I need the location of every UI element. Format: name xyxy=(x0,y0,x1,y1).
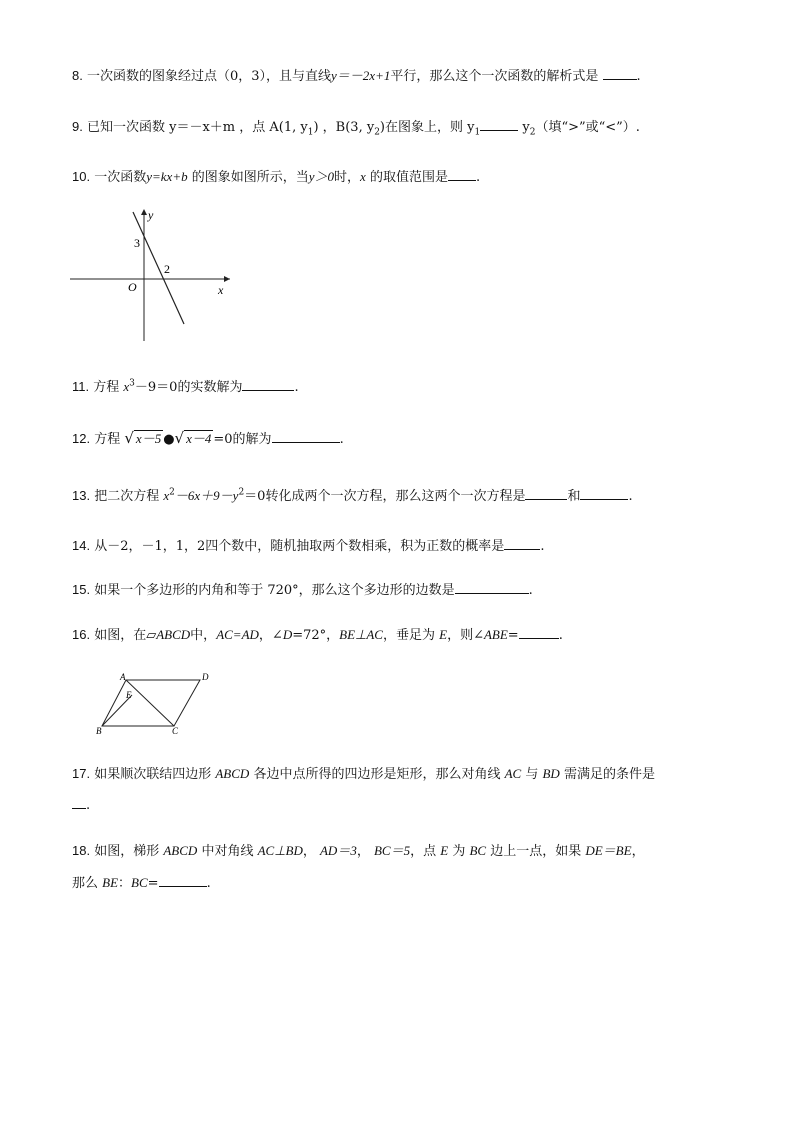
answer-blank[interactable] xyxy=(159,873,207,887)
question-number: 12. xyxy=(72,431,91,446)
question-text: ，点 xyxy=(410,844,441,859)
question-13 xyxy=(72,486,633,506)
answer-blank-1[interactable] xyxy=(525,486,567,500)
formula: y=kx+b xyxy=(146,169,188,184)
question-18 xyxy=(72,842,645,861)
variable: E xyxy=(439,627,448,642)
question-text: ) ，B(3, y xyxy=(313,120,375,135)
question-number: 17. xyxy=(72,766,91,781)
radicand: x－4 xyxy=(186,431,212,446)
question-text: 各边中点所得的四边形是矩形，那么对角线 xyxy=(249,767,505,782)
question-text: －9＝0的实数解为 xyxy=(134,380,243,395)
parallelogram-figure xyxy=(92,670,214,740)
question-text: 转化成两个一次方程，那么这两个一次方程是 xyxy=(265,489,526,504)
question-number: 9. xyxy=(72,119,83,134)
variable: x xyxy=(163,488,170,503)
radicand: x－5 xyxy=(135,431,162,446)
question-text: =0的解为 xyxy=(213,432,272,447)
question-text: 时， xyxy=(334,170,361,185)
question-text: 的图象如图所示，当 xyxy=(187,170,309,185)
variable: AC xyxy=(504,766,522,781)
variable: ABCD xyxy=(215,766,250,781)
question-text: =72°， xyxy=(292,628,340,643)
question-text: 如果顺次联结四边形 xyxy=(94,767,216,782)
question-text: ， xyxy=(302,844,320,859)
variable: ABCD xyxy=(156,627,191,642)
question-text: = xyxy=(507,628,519,643)
y-axis-arrow xyxy=(141,209,147,215)
vertex-c-label: C xyxy=(172,726,179,736)
answer-blank[interactable] xyxy=(242,377,294,391)
formula: BE⊥AC xyxy=(339,627,383,642)
parallelogram-abcd xyxy=(102,680,200,726)
variable: BC xyxy=(131,875,148,890)
answer-blank[interactable] xyxy=(504,536,540,550)
period: . xyxy=(206,876,211,891)
question-text: （填“>”或“<”）. xyxy=(535,120,640,135)
answer-blank[interactable] xyxy=(603,66,637,80)
question-text: y xyxy=(518,120,530,135)
question-text: 为 xyxy=(448,844,470,859)
question-number: 15. xyxy=(72,582,91,597)
answer-blank[interactable] xyxy=(480,117,518,131)
question-text: ，则∠ xyxy=(447,628,484,643)
question-text: 需满足的条件是 xyxy=(559,767,655,782)
question-text: 把二次方程 xyxy=(94,489,164,504)
square-root-1: √ x－5 xyxy=(124,429,162,447)
period: . xyxy=(294,380,299,395)
subscript: 2 xyxy=(529,127,536,138)
period: . xyxy=(86,798,91,813)
x-axis-label: x xyxy=(218,283,224,297)
variable: E xyxy=(440,843,449,858)
subscript: 1 xyxy=(307,127,314,138)
formula: AC⊥BD xyxy=(257,843,303,858)
question-text: )在图象上，则 y xyxy=(379,120,475,135)
question-number: 13. xyxy=(72,488,91,503)
y-axis-label: y xyxy=(148,208,154,222)
subscript: 2 xyxy=(374,127,380,138)
question-text: ， xyxy=(631,844,645,859)
vertex-b-label: B xyxy=(96,726,102,736)
question-text: 方程 xyxy=(93,380,124,395)
question-text: 边上一点，如果 xyxy=(486,844,586,859)
equation-part: －6x＋9－ xyxy=(174,488,233,503)
question-text: 中对角线 xyxy=(197,844,258,859)
x-intercept-label: 2 xyxy=(164,262,170,276)
vertex-a-label: A xyxy=(120,672,126,682)
period: . xyxy=(339,432,344,447)
question-16 xyxy=(72,625,563,645)
question-18-line-2 xyxy=(72,873,211,893)
answer-blank[interactable] xyxy=(72,795,86,809)
subscript: 1 xyxy=(474,127,481,138)
period: . xyxy=(540,539,545,554)
function-line xyxy=(133,212,184,324)
question-text: 如果一个多边形的内角和等于 720°，那么这个多边形的边数是 xyxy=(94,583,455,598)
exponent: 2 xyxy=(169,487,175,498)
variable: x xyxy=(123,379,130,394)
question-text: 方程 xyxy=(94,432,125,447)
question-text: ， xyxy=(356,844,374,859)
answer-blank[interactable] xyxy=(448,167,476,181)
origin-label: O xyxy=(128,280,137,294)
linear-function-graph xyxy=(66,205,236,345)
question-text: ，垂足为 xyxy=(382,628,440,643)
question-15 xyxy=(72,580,533,600)
question-text: 平行，那么这个一次函数的解析式是 xyxy=(390,69,603,84)
y-intercept-label: 3 xyxy=(134,236,140,250)
question-10 xyxy=(72,167,480,187)
question-number: 18. xyxy=(72,843,91,858)
question-17-line-2 xyxy=(72,795,90,815)
question-number: 11. xyxy=(72,379,90,394)
period: . xyxy=(636,69,641,84)
period: . xyxy=(558,628,563,643)
exponent: 3 xyxy=(129,378,135,389)
question-text: 与 xyxy=(521,767,543,782)
question-text: = xyxy=(147,876,159,891)
period: . xyxy=(475,170,481,185)
formula: DE＝BE xyxy=(585,843,632,858)
question-12 xyxy=(72,429,344,449)
question-9 xyxy=(72,117,640,137)
variable: ABCD xyxy=(163,843,198,858)
question-text: 已知一次函数 y＝－x＋m ，点 A(1, y xyxy=(86,120,308,135)
question-text: 如图，梯形 xyxy=(94,844,164,859)
variable: ABE xyxy=(483,627,508,642)
variable: BE xyxy=(102,875,119,890)
answer-blank[interactable] xyxy=(519,625,559,639)
question-8 xyxy=(72,66,641,86)
point-e-label: E xyxy=(126,690,132,700)
question-11 xyxy=(72,377,299,397)
x-axis-arrow xyxy=(224,276,230,282)
multiply-dot: ● xyxy=(163,432,175,447)
question-text: 如图，在▱ xyxy=(94,628,157,643)
question-text: 一次函数 xyxy=(94,170,147,185)
answer-blank-2[interactable] xyxy=(580,486,628,500)
question-text: 从－2，－1，1，2四个数中，随机抽取两个数相乘，积为正数的概率是 xyxy=(94,539,505,554)
question-text: 和 xyxy=(567,489,581,504)
answer-blank[interactable] xyxy=(455,580,529,594)
question-text: 一次函数的图象经过点（0，3），且与直线 xyxy=(86,69,332,84)
question-17 xyxy=(72,765,655,784)
period: . xyxy=(528,583,533,598)
question-number: 8. xyxy=(72,68,83,83)
question-number: 16. xyxy=(72,627,91,642)
variable: x xyxy=(360,169,366,184)
formula: y＝－2x+1 xyxy=(331,68,391,83)
diagonal-ac xyxy=(126,680,174,726)
equation-part: ＝0 xyxy=(244,489,266,504)
variable: BC xyxy=(469,843,487,858)
question-text: 的取值范围是 xyxy=(365,170,448,185)
vertex-d-label: D xyxy=(202,672,209,682)
variable: D xyxy=(282,627,293,642)
question-text: ，∠ xyxy=(258,628,283,643)
question-text: 那么 xyxy=(72,876,103,891)
question-number: 10. xyxy=(72,169,91,184)
square-root-2: √ x－4 xyxy=(174,429,212,447)
question-14 xyxy=(72,536,544,556)
period: . xyxy=(628,489,633,504)
exponent: 2 xyxy=(238,487,245,498)
formula: AC=AD xyxy=(216,627,259,642)
formula: BC＝5 xyxy=(373,843,411,858)
question-text: ： xyxy=(118,876,132,891)
variable: y xyxy=(232,488,239,503)
question-number: 14. xyxy=(72,538,91,553)
variable: BD xyxy=(542,766,560,781)
answer-blank[interactable] xyxy=(272,429,340,443)
formula: y＞0 xyxy=(308,169,335,184)
question-text: 中， xyxy=(190,628,217,643)
formula: AD＝3 xyxy=(319,843,357,858)
